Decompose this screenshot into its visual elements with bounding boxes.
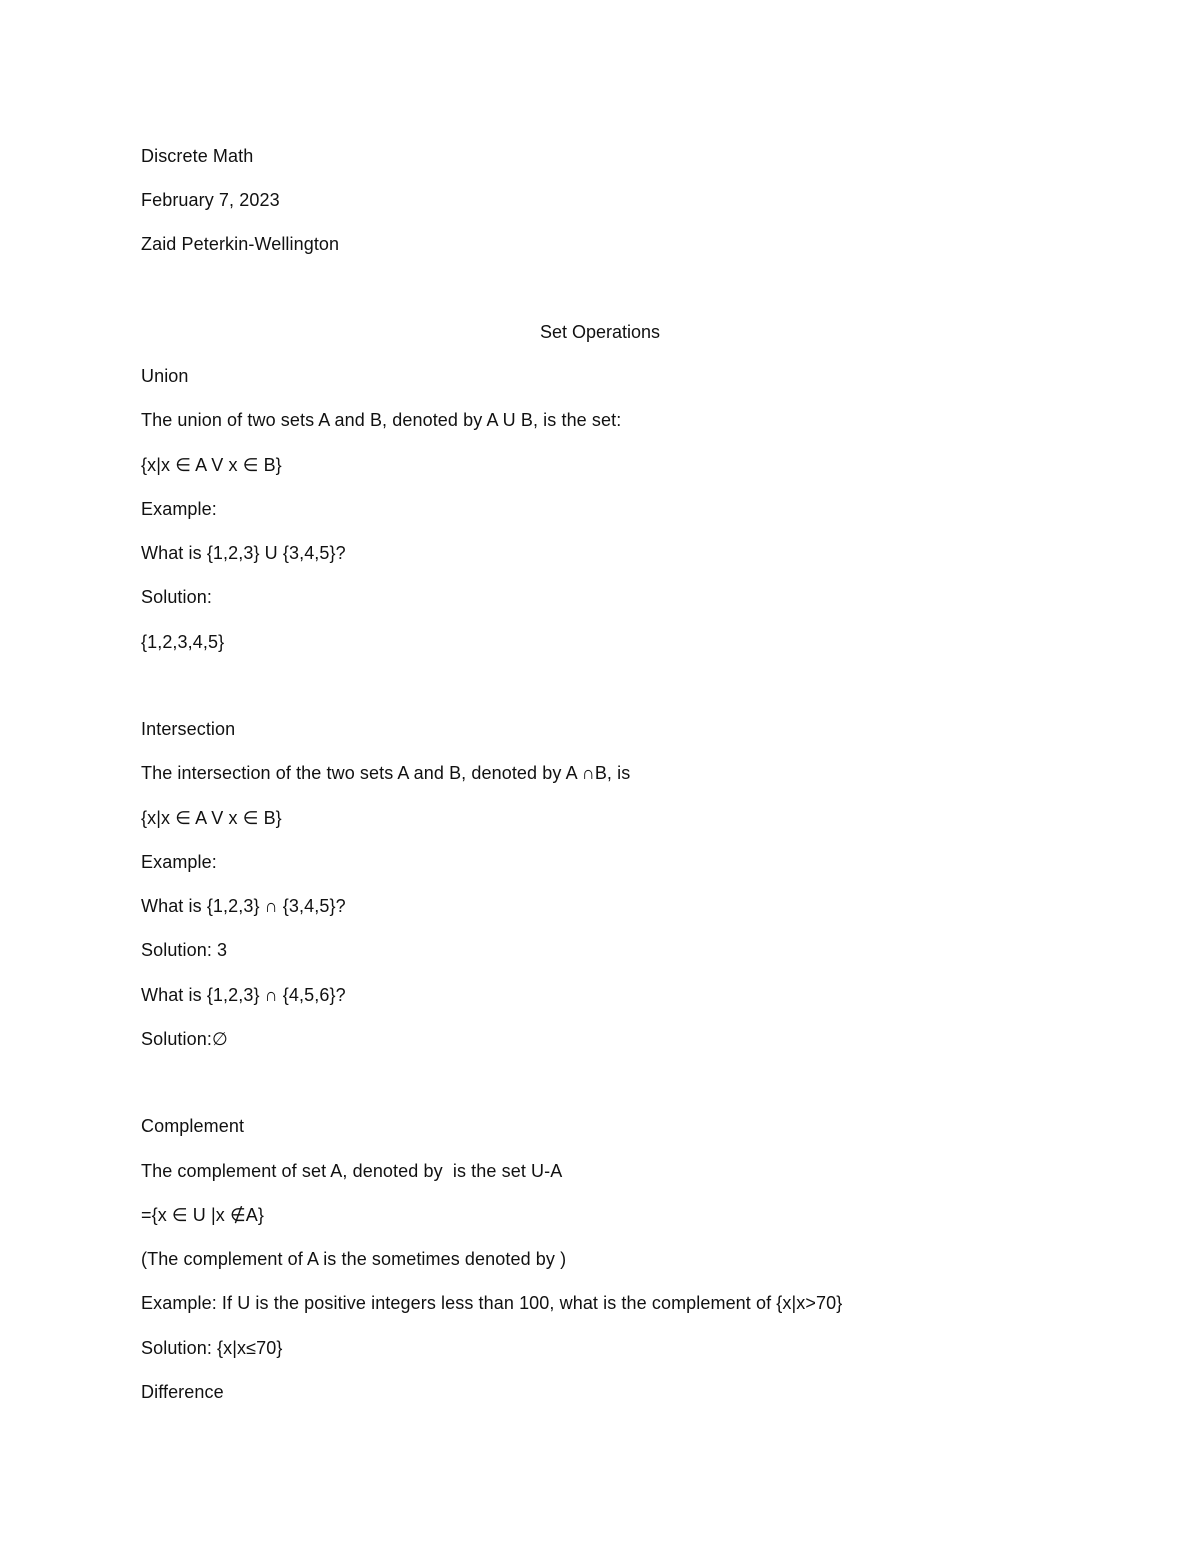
union-definition: The union of two sets A and B, denoted by A U B, is the set: <box>141 410 622 430</box>
complement-heading: Complement <box>141 1116 245 1136</box>
complement-note: (The complement of A is the sometimes denoted by ) <box>141 1249 567 1269</box>
union-solution-label: Solution: <box>141 587 212 607</box>
intersection-definition: The intersection of the two sets A and B, denoted by A ∩B, is <box>141 763 631 783</box>
difference-heading: Difference <box>141 1382 224 1402</box>
intersection-example-label: Example: <box>141 852 217 872</box>
union-example-label: Example: <box>141 499 217 519</box>
page-title: Set Operations <box>539 322 661 342</box>
complement-definition: The complement of set A, denoted by is the set U-A <box>141 1161 563 1181</box>
intersection-set-builder: {x|x ∈ A V x ∈ B} <box>141 808 282 828</box>
union-question: What is {1,2,3} U {3,4,5}? <box>141 543 346 563</box>
intersection-question-1: What is {1,2,3} ∩ {3,4,5}? <box>141 896 346 916</box>
intersection-solution-2: Solution:∅ <box>141 1029 228 1049</box>
document-date: February 7, 2023 <box>141 190 280 210</box>
union-set-builder: {x|x ∈ A V x ∈ B} <box>141 455 282 475</box>
complement-example: Example: If U is the positive integers less than 100, what is the complement of {x|x>70} <box>141 1293 843 1313</box>
author-name: Zaid Peterkin-Wellington <box>141 234 340 254</box>
intersection-question-2: What is {1,2,3} ∩ {4,5,6}? <box>141 985 346 1005</box>
union-solution: {1,2,3,4,5} <box>141 632 225 652</box>
union-heading: Union <box>141 366 189 386</box>
intersection-heading: Intersection <box>141 719 236 739</box>
complement-set-builder: ={x ∈ U |x ∉A} <box>141 1205 264 1225</box>
complement-solution: Solution: {x|x≤70} <box>141 1338 283 1358</box>
intersection-solution-1: Solution: 3 <box>141 940 228 960</box>
course-name: Discrete Math <box>141 146 254 166</box>
